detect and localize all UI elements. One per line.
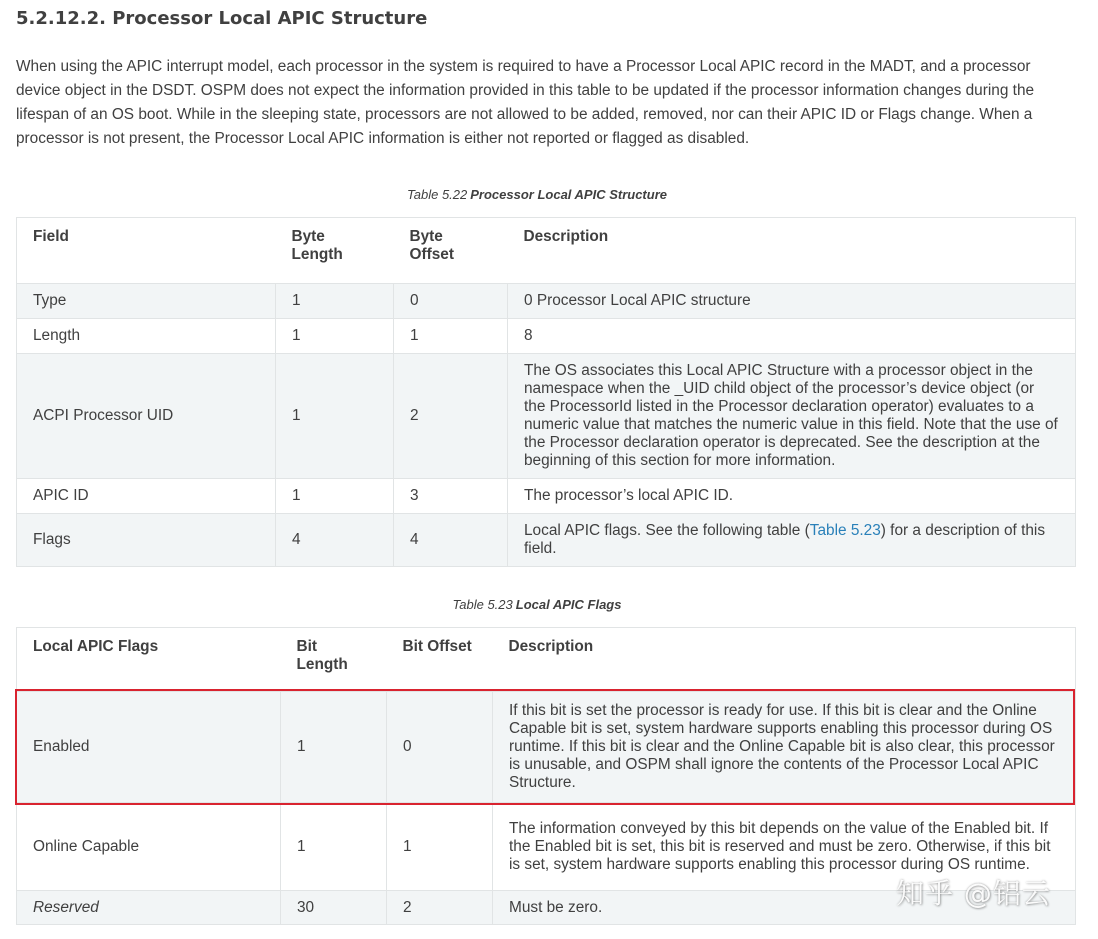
description-cell: 0 Processor Local APIC structure	[508, 284, 1076, 319]
column-header: Byte Offset	[394, 218, 508, 284]
section-intro: When using the APIC interrupt model, each processor in the system is required to have a Processor Local APIC record in the MADT, and a processor device object in the DSDT. OSPM does not expect the information provided in this table to be updated if the processor information changes during the lifespan of an OS boot. While in the sleeping state, processors are not allowed to be added, removed, nor can their APIC ID or Flags change. When a processor is not present, the Processor Local APIC information is either not reported or flagged as disabled.	[16, 58, 1035, 147]
offset-cell: 2	[394, 354, 508, 479]
table-row	[17, 319, 1076, 354]
offset-cell: 4	[394, 514, 508, 567]
section-heading: 5.2.12.2. Processor Local APIC Structure	[16, 8, 428, 29]
description-text: ) for a description of this field.	[524, 522, 1046, 557]
table-caption	[0, 597, 1074, 612]
description-cell: 8	[508, 319, 1076, 354]
length-cell: 1	[276, 479, 394, 514]
field-cell: Online Capable	[17, 803, 281, 891]
table-row	[17, 692, 1076, 803]
caption-title: Local APIC Flags	[515, 597, 622, 612]
column-header: Bit Offset	[387, 628, 493, 692]
field-cell: Type	[17, 284, 276, 319]
length-cell: 1	[281, 692, 387, 803]
column-header: Field	[17, 218, 276, 284]
field-cell: Flags	[17, 514, 276, 567]
field-cell: Enabled	[17, 692, 281, 803]
column-header: Local APIC Flags	[17, 628, 281, 692]
length-cell: 1	[276, 354, 394, 479]
field-cell: APIC ID	[17, 479, 276, 514]
field-cell: Reserved	[17, 891, 281, 925]
length-cell: 30	[281, 891, 387, 925]
column-header: Description	[493, 628, 1076, 692]
table-header-row	[17, 628, 1076, 692]
table-row	[17, 354, 1076, 479]
table-header-row	[17, 218, 1076, 284]
description-cell: Must be zero.	[493, 891, 1076, 925]
offset-cell: 1	[394, 319, 508, 354]
description-cell: The OS associates this Local APIC Structure with a processor object in the namespace when the _UID child object of the processor’s device object (or the ProcessorId listed in the Processor declaration operator) evaluates to a numeric value that matches the numeric value in this field. Note that the use of the Processor declaration operator is deprecated. See the description at the beginning of this section for more information.	[508, 354, 1076, 479]
offset-cell: 0	[387, 692, 493, 803]
table-row	[17, 284, 1076, 319]
description-cell: The information conveyed by this bit depends on the value of the Enabled bit. If the Enabled bit is set, this bit is reserved and must be zero. Otherwise, if this bit is set, system hardware supports enabling this processor during OS runtime.	[493, 803, 1076, 891]
caption-prefix: Table 5.23	[452, 597, 513, 612]
offset-cell: 2	[387, 891, 493, 925]
description-text: Local APIC flags. See the following table (	[524, 522, 810, 539]
field-cell: Length	[17, 319, 276, 354]
offset-cell: 3	[394, 479, 508, 514]
offset-cell: 1	[387, 803, 493, 891]
field-cell: ACPI Processor UID	[17, 354, 276, 479]
caption-title: Processor Local APIC Structure	[470, 187, 667, 202]
description-cell	[508, 514, 1076, 567]
table-row	[17, 479, 1076, 514]
length-cell: 1	[276, 319, 394, 354]
column-header: Description	[508, 218, 1076, 284]
caption-prefix: Table 5.22	[407, 187, 468, 202]
description-cell: The processor’s local APIC ID.	[508, 479, 1076, 514]
watermark: 知乎 @铝云	[896, 877, 1051, 910]
table-row	[17, 514, 1076, 567]
table-5-23-link[interactable]: Table 5.23	[809, 522, 881, 539]
column-header: Byte Length	[276, 218, 394, 284]
column-header: Bit Length	[281, 628, 387, 692]
description-cell: If this bit is set the processor is ready for use. If this bit is clear and the Online Capable bit is set, system hardware supports enabling this processor during OS runtime. If this bit is clear and the Online Capable bit is also clear, this processor is unusable, and OSPM shall ignore the contents of the Processor Local APIC Structure.	[493, 692, 1076, 803]
offset-cell: 0	[394, 284, 508, 319]
table-caption	[0, 187, 1074, 202]
length-cell: 1	[276, 284, 394, 319]
length-cell: 1	[281, 803, 387, 891]
processor-local-apic-table	[16, 217, 1076, 567]
length-cell: 4	[276, 514, 394, 567]
